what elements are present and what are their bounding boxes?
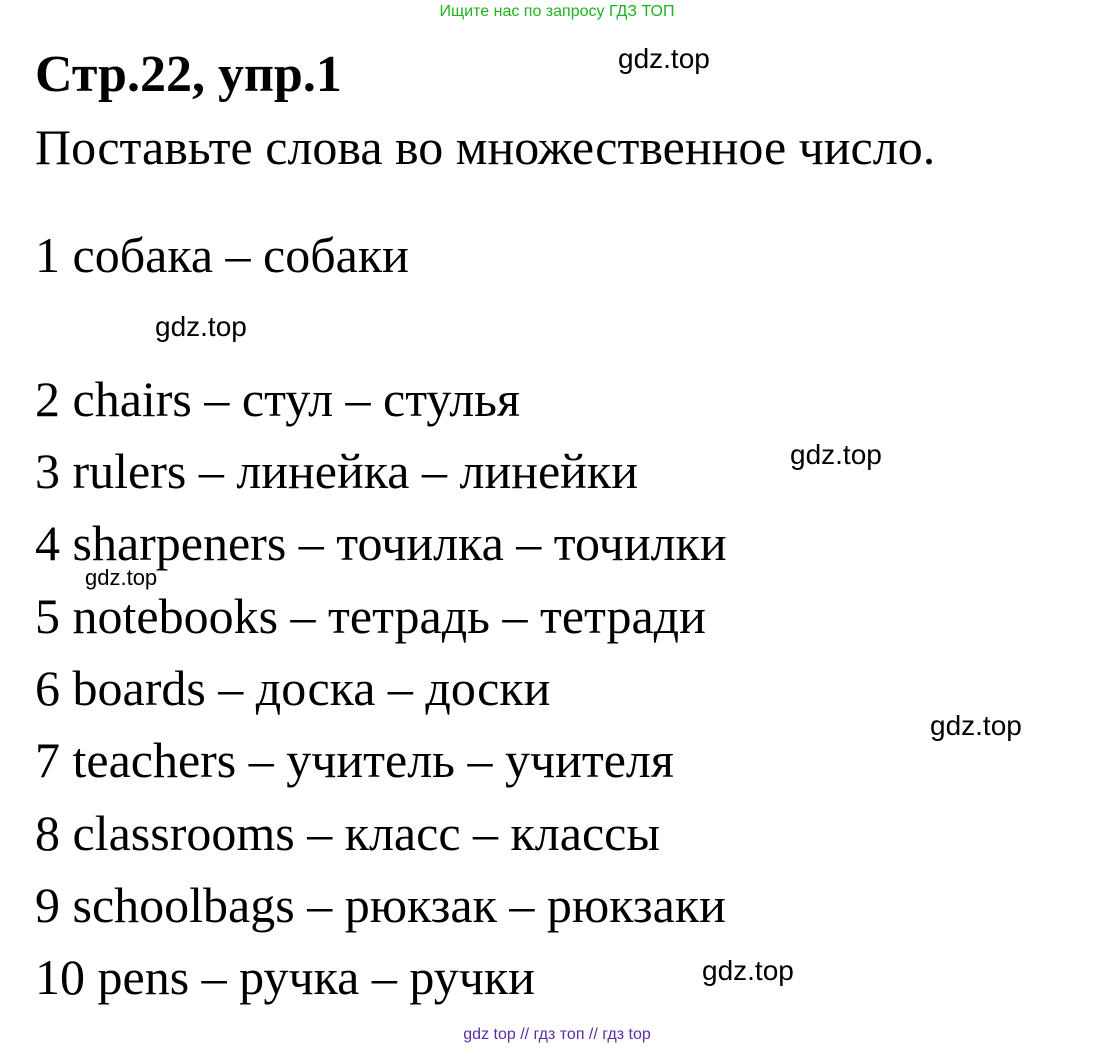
watermark: gdz.top bbox=[85, 565, 158, 590]
watermark: gdz.top bbox=[618, 43, 710, 74]
answer-line-4: 4 sharpeners – точилка – точилки bbox=[35, 515, 727, 571]
watermark: gdz.top bbox=[930, 710, 1022, 741]
watermark: gdz.top bbox=[702, 955, 794, 986]
answer-line-10: 10 pens – ручка – ручки bbox=[35, 949, 535, 1005]
answer-line-6: 6 boards – доска – доски bbox=[35, 660, 551, 716]
watermark: gdz.top bbox=[155, 311, 247, 342]
answer-line-1: 1 собака – собаки bbox=[35, 227, 409, 283]
answer-line-2: 2 chairs – стул – стулья bbox=[35, 371, 520, 427]
top-banner-link[interactable]: Ищите нас по запросу ГДЗ ТОП bbox=[439, 3, 675, 20]
page-title: Стр.22, упр.1 bbox=[35, 46, 342, 103]
answer-line-7: 7 teachers – учитель – учителя bbox=[35, 732, 674, 788]
watermark: gdz.top bbox=[790, 439, 882, 470]
answer-line-5: 5 notebooks – тетрадь – тетради bbox=[35, 588, 706, 644]
answer-line-9: 9 schoolbags – рюкзак – рюкзаки bbox=[35, 877, 726, 933]
answer-line-8: 8 classrooms – класс – классы bbox=[35, 805, 660, 861]
footer-watermark: gdz top // гдз топ // гдз top bbox=[463, 1026, 651, 1043]
answer-line-3: 3 rulers – линейка – линейки bbox=[35, 443, 638, 499]
exercise-instruction: Поставьте слова во множественное число. bbox=[35, 119, 936, 175]
